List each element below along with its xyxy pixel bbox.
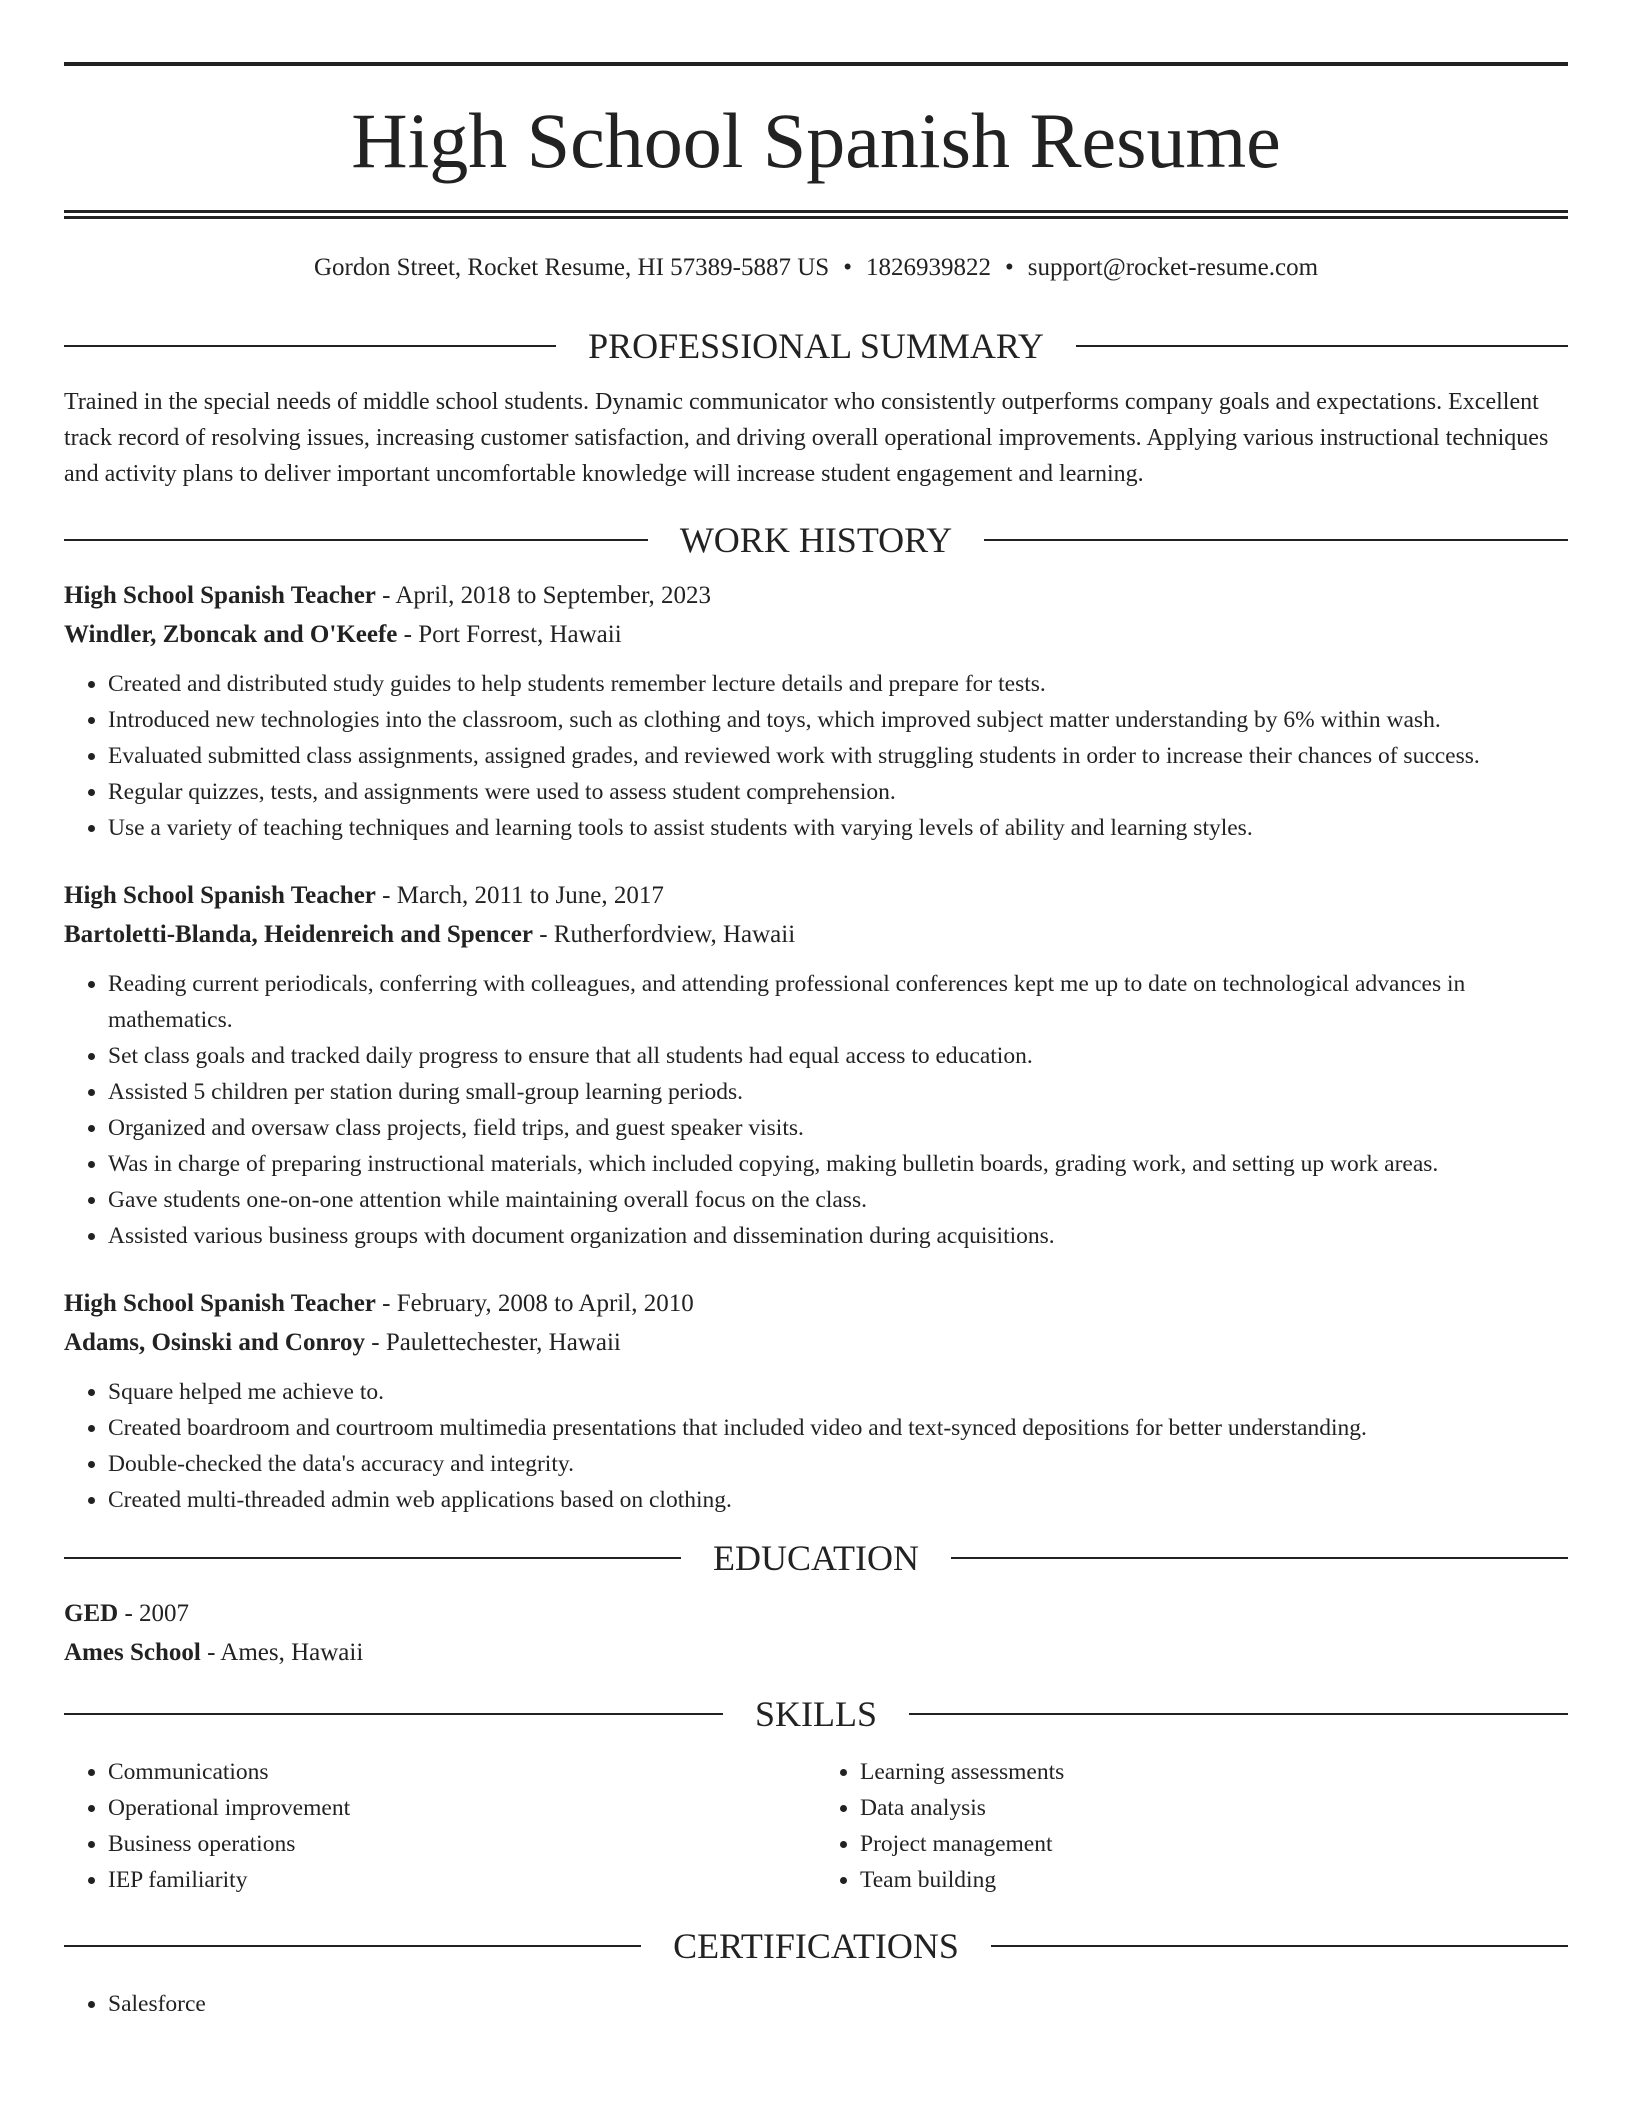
- contact-separator: •: [843, 254, 852, 281]
- job-entry: [64, 576, 1568, 846]
- list-item: • IEP familiarity: [108, 1862, 816, 1898]
- job-bullets: [64, 966, 1568, 1254]
- job-bullets: [64, 666, 1568, 846]
- title-double-rule: [64, 210, 1568, 219]
- education-entry: [64, 1594, 1568, 1672]
- section-rule: [951, 1557, 1568, 1559]
- skills-list: [64, 1754, 816, 1898]
- job-entry: [64, 876, 1568, 1254]
- skills-list: [816, 1754, 1568, 1898]
- list-item: • Created boardroom and courtroom multimedia presentations that included video and text-synced depositions for better understanding.: [108, 1410, 1568, 1446]
- job-entry: [64, 1284, 1568, 1518]
- list-item: • Was in charge of preparing instructional materials, which included copying, making bulletin boards, grading work, and setting up work areas.: [108, 1146, 1568, 1182]
- section-rule: [64, 1713, 723, 1715]
- section-rule: [64, 1557, 681, 1559]
- section-header-work-history: [64, 522, 1568, 558]
- education-year: - 2007: [118, 1600, 190, 1627]
- education-degree-line: [64, 1594, 1568, 1633]
- section-header-summary: [64, 328, 1568, 364]
- section-rule: [909, 1713, 1568, 1715]
- job-title: High School Spanish Teacher: [64, 582, 376, 609]
- job-company: Adams, Osinski and Conroy: [64, 1329, 366, 1356]
- education-school-line: [64, 1633, 1568, 1672]
- list-item: • Reading current periodicals, conferring with colleagues, and attending professional conferences kept me up to date on technological advances in mathematics.: [108, 966, 1568, 1038]
- list-item: • Communications: [108, 1754, 816, 1790]
- job-company-line: [64, 915, 1568, 954]
- list-item: • Evaluated submitted class assignments, assigned grades, and reviewed work with struggling students in order to increase their chances of success.: [108, 738, 1568, 774]
- skills-column-right: [816, 1754, 1568, 1898]
- section-title: CERTIFICATIONS: [673, 1926, 959, 1966]
- section-title: WORK HISTORY: [679, 520, 953, 560]
- section-title: EDUCATION: [713, 1538, 919, 1578]
- skills-grid: [64, 1754, 1568, 1898]
- job-company-line: [64, 615, 1568, 654]
- job-title-line: [64, 1284, 1568, 1323]
- list-item: • Business operations: [108, 1826, 816, 1862]
- job-company-line: [64, 1323, 1568, 1362]
- job-company: Windler, Zboncak and O'Keefe: [64, 621, 398, 648]
- list-item: • Operational improvement: [108, 1790, 816, 1826]
- list-item: • Assisted 5 children per station during small-group learning periods.: [108, 1074, 1568, 1110]
- list-item: • Assisted various business groups with document organization and dissemination during acquisitions.: [108, 1218, 1568, 1254]
- list-item: • Created multi-threaded admin web applications based on clothing.: [108, 1482, 1568, 1518]
- job-dates: - February, 2008 to April, 2010: [375, 1290, 694, 1317]
- job-dates: - April, 2018 to September, 2023: [375, 582, 711, 609]
- job-dates: - March, 2011 to June, 2017: [375, 882, 664, 909]
- education-degree: GED: [64, 1600, 119, 1627]
- list-item: • Data analysis: [860, 1790, 1568, 1826]
- job-location: - Paulettechester, Hawaii: [365, 1329, 621, 1356]
- section-rule: [64, 345, 556, 347]
- section-title: PROFESSIONAL SUMMARY: [588, 326, 1044, 366]
- list-item: • Team building: [860, 1862, 1568, 1898]
- list-item: • Square helped me achieve to.: [108, 1374, 1568, 1410]
- list-item: • Gave students one-on-one attention while maintaining overall focus on the class.: [108, 1182, 1568, 1218]
- list-item: • Created and distributed study guides to help students remember lecture details and prepare for tests.: [108, 666, 1568, 702]
- summary-text: Trained in the special needs of middle school students. Dynamic communicator who consistently outperforms company goals and expectations. Excellent track record of resolving issues, increasing customer satisfaction, and driving overall operational improvements. Applying various instructional techniques and activity plans to deliver important uncomfortable knowledge will increase student engagement and learning.: [64, 389, 1549, 487]
- section-rule: [64, 539, 648, 541]
- job-company: Bartoletti-Blanda, Heidenreich and Spencer: [64, 921, 533, 948]
- list-item: • Learning assessments: [860, 1754, 1568, 1790]
- education-school: Ames School: [64, 1639, 201, 1666]
- job-title: High School Spanish Teacher: [64, 1290, 376, 1317]
- job-bullets: [64, 1374, 1568, 1518]
- section-rule: [64, 1945, 641, 1947]
- job-location: - Port Forrest, Hawaii: [397, 621, 622, 648]
- education-location: - Ames, Hawaii: [200, 1639, 364, 1666]
- list-item: • Set class goals and tracked daily progress to ensure that all students had equal access to education.: [108, 1038, 1568, 1074]
- job-location: - Rutherfordview, Hawaii: [532, 921, 796, 948]
- top-rule: [64, 62, 1568, 66]
- contact-email[interactable]: support@rocket-resume.com: [1027, 254, 1319, 281]
- job-title-line: [64, 576, 1568, 615]
- section-rule: [991, 1945, 1568, 1947]
- contact-phone[interactable]: 1826939822: [865, 254, 991, 281]
- section-header-certifications: [64, 1928, 1568, 1964]
- section-title: SKILLS: [755, 1694, 878, 1734]
- list-item: • Introduced new technologies into the classroom, such as clothing and toys, which improved subject matter understanding by 6% within wash.: [108, 702, 1568, 738]
- list-item: • Project management: [860, 1826, 1568, 1862]
- job-title: High School Spanish Teacher: [64, 882, 376, 909]
- contact-address: Gordon Street, Rocket Resume, HI 57389-5887 US: [313, 254, 830, 281]
- contact-line: [64, 255, 1568, 280]
- skills-column-left: [64, 1754, 816, 1898]
- list-item: • Double-checked the data's accuracy and integrity.: [108, 1446, 1568, 1482]
- section-header-education: [64, 1540, 1568, 1576]
- list-item: • Use a variety of teaching techniques and learning tools to assist students with varying levels of ability and learning styles.: [108, 810, 1568, 846]
- section-rule: [984, 539, 1568, 541]
- section-header-skills: [64, 1696, 1568, 1732]
- job-title-line: [64, 876, 1568, 915]
- certifications-list: [64, 1986, 1568, 2022]
- list-item: • Organized and oversaw class projects, field trips, and guest speaker visits.: [108, 1110, 1568, 1146]
- resume-title: High School Spanish Resume: [351, 97, 1281, 184]
- list-item: • Salesforce: [108, 1986, 1568, 2022]
- contact-separator: •: [1004, 254, 1014, 281]
- list-item: • Regular quizzes, tests, and assignments were used to assess student comprehension.: [108, 774, 1568, 810]
- section-rule: [1076, 345, 1568, 347]
